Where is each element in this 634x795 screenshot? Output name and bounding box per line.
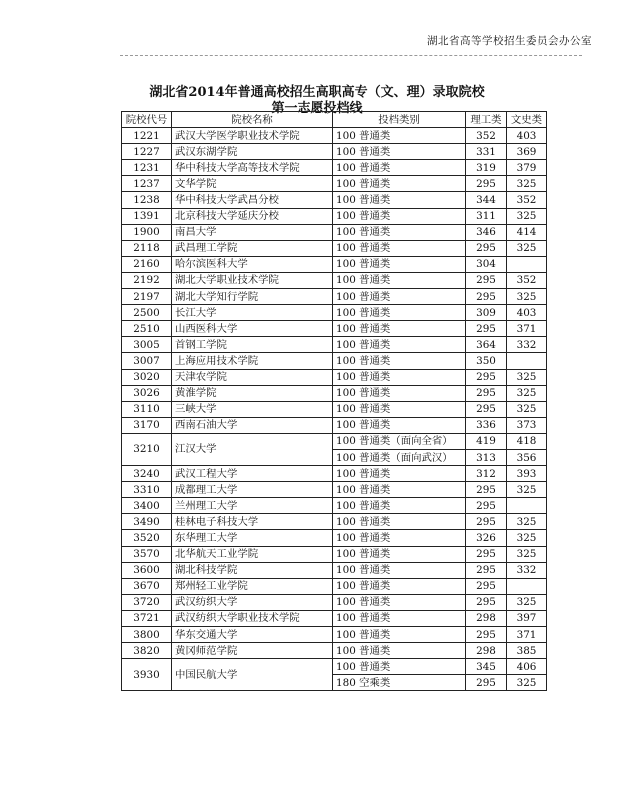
table-row [122,208,547,224]
header-organization: 湖北省高等学校招生委员会办公室 [427,35,592,47]
table-row [122,578,547,594]
science-score-cell: 295 [466,176,507,192]
arts-score-cell: 414 [507,224,547,240]
arts-score-cell: 403 [507,305,547,321]
science-score-cell: 311 [466,208,507,224]
institution-name-cell: 武汉纺织大学 [172,594,333,610]
institution-code-cell: 3721 [122,610,172,626]
science-score-cell: 298 [466,610,507,626]
science-score-cell: 295 [466,401,507,417]
institution-name-cell: 江汉大学 [172,433,333,465]
science-score-cell: 352 [466,128,507,144]
institution-code-cell: 3820 [122,643,172,659]
admission-score-table [121,111,547,691]
category-cell: 100 普通类 [333,643,466,659]
category-cell: 100 普通类（面向全省） [333,433,466,449]
institution-code-cell: 2197 [122,289,172,305]
category-cell: 100 普通类 [333,627,466,643]
table-row [122,433,547,449]
science-score-cell: 295 [466,498,507,514]
category-cell: 100 普通类 [333,144,466,160]
arts-score-cell: 325 [507,176,547,192]
table-row [122,417,547,433]
arts-score-cell: 356 [507,449,547,465]
institution-code-cell: 3930 [122,659,172,691]
science-score-cell: 364 [466,337,507,353]
header-institution-code: 院校代号 [122,112,172,128]
institution-code-cell: 3800 [122,627,172,643]
category-cell: 180 空乘类 [333,675,466,691]
arts-score-cell: 385 [507,643,547,659]
table-row [122,240,547,256]
arts-score-cell: 352 [507,272,547,288]
science-score-cell: 326 [466,530,507,546]
science-score-cell: 295 [466,385,507,401]
table-row [122,385,547,401]
table-row [122,160,547,176]
institution-code-cell: 3520 [122,530,172,546]
science-score-cell: 312 [466,466,507,482]
category-cell: 100 普通类 [333,514,466,530]
institution-name-cell: 湖北大学职业技术学院 [172,272,333,288]
arts-score-cell: 325 [507,369,547,385]
arts-score-cell: 325 [507,546,547,562]
table-row [122,192,547,208]
arts-score-cell: 397 [507,610,547,626]
arts-score-cell: 371 [507,321,547,337]
institution-name-cell: 华中科技大学武昌分校 [172,192,333,208]
table-row [122,353,547,369]
science-score-cell: 295 [466,321,507,337]
science-score-cell: 336 [466,417,507,433]
institution-name-cell: 上海应用技术学院 [172,353,333,369]
institution-name-cell: 武汉纺织大学职业技术学院 [172,610,333,626]
science-score-cell: 298 [466,643,507,659]
arts-score-cell: 325 [507,675,547,691]
header-science-score: 理工类 [466,112,507,128]
arts-score-cell: 325 [507,289,547,305]
table-row [122,305,547,321]
table-row [122,546,547,562]
institution-code-cell: 3020 [122,369,172,385]
science-score-cell: 295 [466,482,507,498]
category-cell: 100 普通类 [333,546,466,562]
arts-score-cell: 332 [507,562,547,578]
arts-score-cell: 379 [507,160,547,176]
arts-score-cell: 406 [507,659,547,675]
table-row [122,272,547,288]
category-cell: 100 普通类 [333,369,466,385]
science-score-cell: 295 [466,240,507,256]
page-title: 湖北省2014年普通高校招生高职高专（文、理）录取院校 [149,85,485,100]
science-score-cell: 295 [466,627,507,643]
category-cell: 100 普通类 [333,530,466,546]
category-cell: 100 普通类 [333,321,466,337]
category-cell: 100 普通类 [333,498,466,514]
institution-name-cell: 郑州轻工业学院 [172,578,333,594]
arts-score-cell: 403 [507,128,547,144]
institution-name-cell: 武汉东湖学院 [172,144,333,160]
science-score-cell: 344 [466,192,507,208]
arts-score-cell [507,498,547,514]
arts-score-cell [507,256,547,272]
arts-score-cell [507,578,547,594]
science-score-cell: 331 [466,144,507,160]
institution-code-cell: 3720 [122,594,172,610]
institution-name-cell: 武汉工程大学 [172,466,333,482]
institution-name-cell: 长江大学 [172,305,333,321]
table-row [122,466,547,482]
institution-code-cell: 1237 [122,176,172,192]
institution-name-cell: 湖北科技学院 [172,562,333,578]
arts-score-cell: 418 [507,433,547,449]
category-cell: 100 普通类 [333,417,466,433]
institution-name-cell: 文华学院 [172,176,333,192]
institution-code-cell: 3240 [122,466,172,482]
header-category: 投档类别 [333,112,466,128]
header-institution-name: 院校名称 [172,112,333,128]
institution-code-cell: 3490 [122,514,172,530]
institution-code-cell: 3005 [122,337,172,353]
arts-score-cell: 369 [507,144,547,160]
institution-name-cell: 华中科技大学高等技术学院 [172,160,333,176]
science-score-cell: 295 [466,562,507,578]
table-row [122,482,547,498]
header-arts-score: 文史类 [507,112,547,128]
institution-code-cell: 1231 [122,160,172,176]
category-cell: 100 普通类 [333,128,466,144]
institution-name-cell: 中国民航大学 [172,659,333,691]
institution-name-cell: 三峡大学 [172,401,333,417]
science-score-cell: 295 [466,289,507,305]
table-row [122,289,547,305]
institution-name-cell: 哈尔滨医科大学 [172,256,333,272]
arts-score-cell: 352 [507,192,547,208]
category-cell: 100 普通类 [333,401,466,417]
institution-code-cell: 2118 [122,240,172,256]
institution-name-cell: 山西医科大学 [172,321,333,337]
arts-score-cell: 332 [507,337,547,353]
institution-name-cell: 兰州理工大学 [172,498,333,514]
science-score-cell: 304 [466,256,507,272]
institution-code-cell: 1238 [122,192,172,208]
table-row [122,401,547,417]
science-score-cell: 350 [466,353,507,369]
institution-name-cell: 西南石油大学 [172,417,333,433]
table-row [122,643,547,659]
science-score-cell: 309 [466,305,507,321]
category-cell: 100 普通类 [333,659,466,675]
arts-score-cell: 325 [507,530,547,546]
science-score-cell: 313 [466,449,507,465]
institution-name-cell: 黄冈师范学院 [172,643,333,659]
arts-score-cell: 325 [507,240,547,256]
institution-name-cell: 成都理工大学 [172,482,333,498]
category-cell: 100 普通类 [333,353,466,369]
table-row [122,498,547,514]
institution-code-cell: 2160 [122,256,172,272]
institution-code-cell: 3026 [122,385,172,401]
category-cell: 100 普通类 [333,224,466,240]
institution-code-cell: 3007 [122,353,172,369]
table-row [122,144,547,160]
institution-code-cell: 2192 [122,272,172,288]
arts-score-cell: 371 [507,627,547,643]
science-score-cell: 295 [466,272,507,288]
table-row [122,224,547,240]
table-row [122,514,547,530]
table-row [122,627,547,643]
institution-code-cell: 2510 [122,321,172,337]
science-score-cell: 319 [466,160,507,176]
category-cell: 100 普通类 [333,578,466,594]
institution-code-cell: 3170 [122,417,172,433]
institution-name-cell: 华东交通大学 [172,627,333,643]
header-divider [120,55,582,56]
institution-code-cell: 1221 [122,128,172,144]
page-subtitle: 第一志愿投档线 [271,101,363,116]
institution-code-cell: 2500 [122,305,172,321]
table-row [122,128,547,144]
table-row [122,321,547,337]
table-row [122,610,547,626]
arts-score-cell: 373 [507,417,547,433]
institution-name-cell: 南昌大学 [172,224,333,240]
arts-score-cell: 325 [507,401,547,417]
science-score-cell: 295 [466,594,507,610]
category-cell: 100 普通类 [333,208,466,224]
science-score-cell: 295 [466,546,507,562]
table-row [122,369,547,385]
institution-name-cell: 黄淮学院 [172,385,333,401]
institution-name-cell: 桂林电子科技大学 [172,514,333,530]
arts-score-cell: 325 [507,514,547,530]
category-cell: 100 普通类 [333,466,466,482]
arts-score-cell: 393 [507,466,547,482]
table-row [122,530,547,546]
category-cell: 100 普通类 [333,305,466,321]
institution-name-cell: 武汉大学医学职业技术学院 [172,128,333,144]
table-row [122,337,547,353]
arts-score-cell: 325 [507,208,547,224]
table-row [122,562,547,578]
table-body [122,128,547,691]
arts-score-cell [507,353,547,369]
science-score-cell: 419 [466,433,507,449]
institution-code-cell: 3310 [122,482,172,498]
institution-code-cell: 3570 [122,546,172,562]
institution-code-cell: 3600 [122,562,172,578]
institution-name-cell: 天津农学院 [172,369,333,385]
category-cell: 100 普通类 [333,192,466,208]
category-cell: 100 普通类 [333,160,466,176]
category-cell: 100 普通类 [333,610,466,626]
institution-name-cell: 武昌理工学院 [172,240,333,256]
category-cell: 100 普通类 [333,594,466,610]
institution-code-cell: 3670 [122,578,172,594]
science-score-cell: 295 [466,369,507,385]
category-cell: 100 普通类 [333,256,466,272]
institution-name-cell: 北京科技大学延庆分校 [172,208,333,224]
category-cell: 100 普通类 [333,385,466,401]
science-score-cell: 346 [466,224,507,240]
category-cell: 100 普通类 [333,289,466,305]
category-cell: 100 普通类 [333,272,466,288]
institution-code-cell: 3400 [122,498,172,514]
table-row [122,176,547,192]
institution-name-cell: 湖北大学知行学院 [172,289,333,305]
table-row [122,594,547,610]
category-cell: 100 普通类（面向武汉） [333,449,466,465]
arts-score-cell: 325 [507,482,547,498]
institution-name-cell: 北华航天工业学院 [172,546,333,562]
category-cell: 100 普通类 [333,337,466,353]
category-cell: 100 普通类 [333,240,466,256]
institution-code-cell: 1227 [122,144,172,160]
table-header-row [122,112,547,128]
arts-score-cell: 325 [507,594,547,610]
institution-name-cell: 东华理工大学 [172,530,333,546]
category-cell: 100 普通类 [333,562,466,578]
institution-code-cell: 3110 [122,401,172,417]
institution-code-cell: 3210 [122,433,172,465]
category-cell: 100 普通类 [333,176,466,192]
arts-score-cell: 325 [507,385,547,401]
science-score-cell: 345 [466,659,507,675]
institution-code-cell: 1391 [122,208,172,224]
institution-name-cell: 首钢工学院 [172,337,333,353]
science-score-cell: 295 [466,675,507,691]
category-cell: 100 普通类 [333,482,466,498]
science-score-cell: 295 [466,514,507,530]
table-row [122,256,547,272]
science-score-cell: 295 [466,578,507,594]
institution-code-cell: 1900 [122,224,172,240]
table-row [122,659,547,675]
